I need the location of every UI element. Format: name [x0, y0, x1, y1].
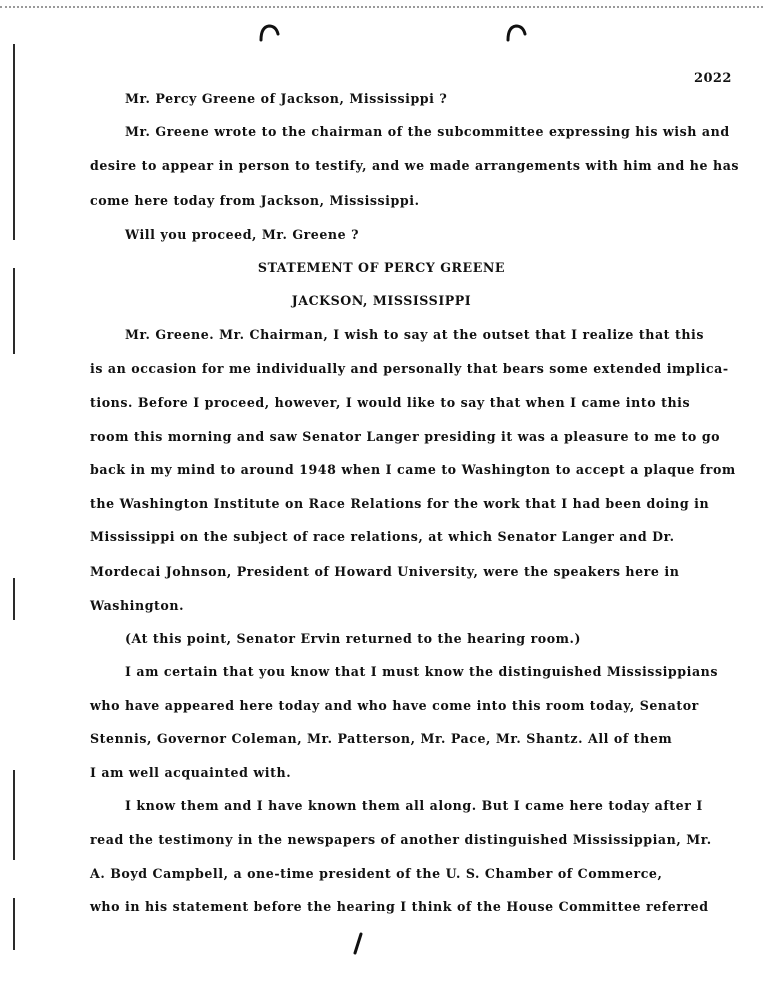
text-line: room this morning and saw Senator Langer presiding it was a pleasure to me to go — [90, 429, 721, 444]
text-line: who in his statement before the hearing I think of the House Committee referred — [90, 899, 709, 914]
text-line: read the testimony in the newspapers of another distinguished Mississippian, Mr. — [90, 832, 712, 847]
ink-mark — [351, 932, 365, 956]
location-heading: JACKSON, MISSISSIPPI — [291, 293, 472, 308]
text-line: Mississippi on the subject of race relations, at which Senator Langer and Dr. — [90, 529, 675, 544]
text-line: come here today from Jackson, Mississippi. — [90, 193, 420, 208]
text-line: the Washington Institute on Race Relations for the work that I had been doing in — [90, 496, 710, 511]
text-line: Mr. Percy Greene of Jackson, Mississippi ? — [125, 91, 448, 106]
left-margin-rule — [13, 578, 15, 620]
left-margin-rule — [13, 770, 15, 860]
text-line: Stennis, Governor Coleman, Mr. Patterson, Mr. Pace, Mr. Shantz. All of them — [90, 731, 673, 746]
stage-direction: (At this point, Senator Ervin returned to the hearing room.) — [125, 631, 581, 646]
text-line: I am well acquainted with. — [90, 765, 292, 780]
punch-hole-mark-right — [505, 22, 527, 44]
text-line: Washington. — [90, 598, 185, 613]
text-line: Mr. Greene wrote to the chairman of the subcommittee expressing his wish and — [125, 124, 730, 139]
punch-hole-mark-left — [258, 22, 280, 44]
text-line: back in my mind to around 1948 when I came to Washington to accept a plaque from — [90, 462, 736, 477]
text-line: desire to appear in person to testify, and we made arrangements with him and he has — [90, 158, 740, 173]
left-margin-rule — [13, 44, 15, 240]
text-line: is an occasion for me individually and personally that bears some extended implica- — [90, 361, 729, 376]
perforated-edge — [0, 6, 763, 8]
left-margin-rule — [13, 268, 15, 354]
text-line: I know them and I have known them all along. But I came here today after I — [125, 798, 703, 813]
left-margin-rule — [13, 898, 15, 950]
page-number: 2022 — [694, 71, 732, 86]
text-line: who have appeared here today and who have come into this room today, Senator — [90, 698, 699, 713]
text-line: I am certain that you know that I must know the distinguished Mississippians — [125, 664, 719, 679]
text-line: tions. Before I proceed, however, I would like to say that when I came into this — [90, 395, 691, 410]
text-line: Will you proceed, Mr. Greene ? — [125, 227, 360, 242]
text-line: Mordecai Johnson, President of Howard University, were the speakers here in — [90, 564, 680, 579]
text-line: A. Boyd Campbell, a one-time president of the U. S. Chamber of Commerce, — [90, 866, 663, 881]
text-line: Mr. Greene. Mr. Chairman, I wish to say at the outset that I realize that this — [125, 327, 705, 342]
statement-heading: STATEMENT OF PERCY GREENE — [257, 260, 506, 275]
